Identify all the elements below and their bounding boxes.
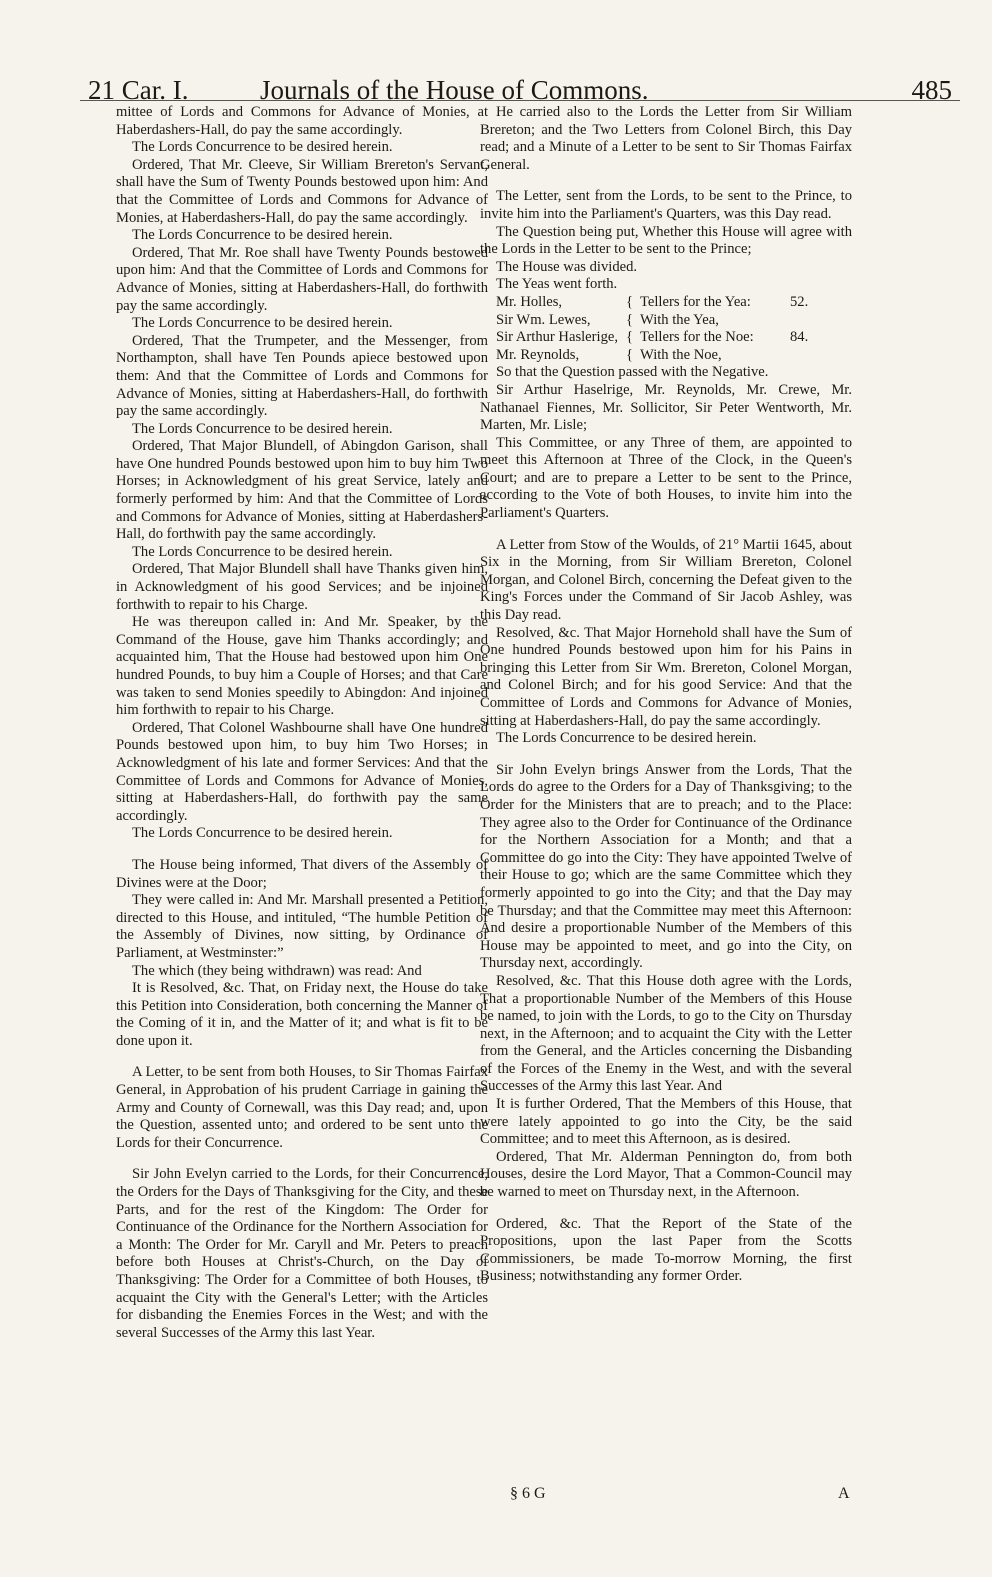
paragraph: Ordered, That Major Blundell, of Abingdon Garison, shall have One hundred Pounds bestowed upon him to buy him Two Horses; in Acknowledgment of his great Service, lately and formerly performed by him: And that the Committee of Lords and Commons for Advance of Monies, sitting at Haberdashers-Hall, do forthwith pay the same accordingly. (116, 438, 488, 543)
paragraph: Ordered, That Major Blundell shall have Thanks given him, in Acknowledgment of his good Services; and be injoined forthwith to repair to his Charge. (116, 561, 488, 613)
teller-row (496, 347, 852, 365)
paragraph: Sir John Evelyn brings Answer from the Lords, That the Lords do agree to the Orders for a Day of Thanksgiving; to the Order for the Ministers that are to preach; and to the Place: They agree also to the Order for Continuance of the Ordinance for the Northern Association for a Month; and that a Committee do go into the City: They have appointed Twelve of their House to go; which are the same Committee which they formerly appointed to go into the City; and that the Day may be Thursday; and that the Committee may meet this Afternoon: And desire a proportionable Number of the Members of this House may be appointed to meet, and go into the City, on Thursday next, accordingly. (480, 761, 852, 972)
paragraph: Ordered, That Colonel Washbourne shall have One hundred Pounds bestowed upon him, to buy him Two Horses; in Acknowledgment of his late and former Services: And that the Committee of Lords and Commons for Advance of Monies, sitting at Haberdashers-Hall, do forthwith pay the same accordingly. (116, 719, 488, 824)
brace: { (626, 329, 634, 346)
teller-name: Sir Arthur Haslerige, (496, 329, 618, 346)
teller-label: Tellers for the Noe: (640, 329, 754, 346)
vote-count (790, 347, 820, 365)
paragraph: The Letter, sent from the Lords, to be sent to the Prince, to invite him into the Parliament's Quarters, was this Day read. (480, 188, 852, 222)
paragraph: The Lords Concurrence to be desired herein. (132, 825, 393, 842)
teller-name: Mr. Holles, (496, 293, 563, 310)
paragraph: Sir Arthur Haselrige, Mr. Reynolds, Mr. Crewe, Mr. Nathanael Fiennes, Mr. Sollicitor, Sir Peter Wentworth, Mr. Marten, Mr. Lisle; (480, 381, 852, 434)
paragraph: He was thereupon called in: And Mr. Speaker, by the Command of the House, gave him Thanks accordingly; and acquainted him, That the House had bestowed upon him One hundred Pounds, to buy him a Couple of Horses; and that Care was taken to send Monies speedily to Abingdon: And injoined him forthwith to repair to his Charge. (116, 614, 488, 719)
paragraph: The House being informed, That divers of the Assembly of Divines were at the Door; (116, 856, 488, 891)
header-rule (80, 100, 960, 101)
paragraph: The which (they being withdrawn) was read: And (132, 962, 422, 979)
teller-label: With the Yea, (640, 311, 719, 328)
paragraph: It is further Ordered, That the Members of this House, that were lately appointed to go into the City, be the said Committee; and to meet this Afternoon, as is desired. (480, 1096, 852, 1148)
paragraph: The Lords Concurrence to be desired herein. (132, 139, 393, 156)
paragraph: A Letter, to be sent from both Houses, to Sir Thomas Fairfax General, in Approbation of his prudent Carriage in gaining the Army and County of Cornewall, was this Day read; and, upon the Question, assented unto; and ordered to be sent unto the Lords for their Concurrence. (116, 1064, 488, 1151)
vote-count (790, 312, 820, 330)
paragraph: A Letter from Stow of the Woulds, of 21° Martii 1645, about Six in the Morning, from Sir William Brereton, Colonel Morgan, and Colonel Birch, concerning the Defeat given to the King's Forces under the Command of Sir Jacob Ashley, was this Day read. (480, 536, 852, 624)
paragraph: Resolved, &c. That this House doth agree with the Lords, That a proportionable Number of the Members of this House be named, to join with the Lords, to go to the City on Thursday next, in the Afternoon; and to acquaint the City with the Letter from the General, and the Articles concerning the Disbanding of the Forces of the Enemy in the West, and with the several Successes of the Army this last Year. And (480, 972, 852, 1095)
paragraph: They were called in: And Mr. Marshall presented a Petition, directed to this House, and intituled, “The humble Petition of the Assembly of Divines, now sitting, by Ordinance of Parliament, at Westminster:” (116, 892, 488, 961)
page-header (88, 72, 952, 108)
teller-label: With the Noe, (640, 346, 722, 363)
paragraph: The House was divided. (496, 258, 638, 275)
paragraph: Ordered, That Mr. Cleeve, Sir William Brereton's Servant, shall have the Sum of Twenty Pounds bestowed upon him: And that the Committee of Lords and Commons for Advance of Monies, at Haberdashers-Hall, do pay the same accordingly. (116, 156, 488, 226)
vote-count: 52. (790, 293, 809, 310)
paragraph: The Lords Concurrence to be desired herein. (132, 420, 393, 437)
reign-label: 21 Car. I. (88, 75, 189, 105)
teller-row (496, 329, 852, 347)
paragraph: The Yeas went forth. (496, 276, 618, 293)
paragraph: The Question being put, Whether this House will agree with the Lords in the Letter to be sent to the Prince; (480, 223, 852, 258)
vote-count: 84. (790, 329, 809, 346)
right-column (480, 104, 852, 1286)
tellers-table (480, 294, 852, 364)
brace: { (626, 346, 634, 363)
paragraph: Ordered, That Mr. Roe shall have Twenty Pounds bestowed upon him: And that the Committee of Lords and Commons for Advance of Monies, sitting at Haberdashers-Hall, do forthwith pay the same accordingly. (116, 244, 488, 314)
teller-row (496, 312, 852, 330)
paragraph: Ordered, &c. That the Report of the State of the Propositions, upon the last Paper from the Scotts Commissioners, be made To-morrow Morning, the first Business; notwithstanding any former Order. (480, 1215, 852, 1285)
brace: { (626, 311, 634, 328)
paragraph: Ordered, That Mr. Alderman Pennington do, from both Houses, desire the Lord Mayor, That a Common-Council may be warned to meet on Thursday next, in the Afternoon. (480, 1148, 852, 1201)
paragraph: So that the Question passed with the Negative. (496, 364, 769, 381)
paragraph: The Lords Concurrence to be desired herein. (496, 730, 757, 747)
page-number: 485 (911, 75, 952, 105)
brace: { (626, 293, 634, 310)
paragraph: This Committee, or any Three of them, are appointed to meet this Afternoon at Three of the Clock, in the Queen's Court; and are to prepare a Letter to be sent to the Prince, according to the Vote of both Houses, to invite him into the Parliament's Quarters. (480, 434, 852, 522)
paragraph: Ordered, That the Trumpeter, and the Messenger, from Northampton, shall have Ten Pounds apiece bestowed upon them: And that the Committee of Lords and Commons for Advance of Monies, sitting at Haberdashers-Hall, do forthwith pay the same accordingly. (116, 332, 488, 420)
paragraph: The Lords Concurrence to be desired herein. (132, 227, 393, 244)
paragraph: mittee of Lords and Commons for Advance of Monies, at Haberdashers-Hall, do pay the same accordingly. (116, 104, 488, 138)
paragraph: Resolved, &c. That Major Hornehold shall have the Sum of One hundred Pounds bestowed upon him for his Pains in bringing this Letter from Sir Wm. Brereton, Colonel Morgan, and Colonel Birch; and for his good Service: And that the Committee of Lords and Commons for Advance of Monies, sitting at Haberdashers-Hall, do pay the same accordingly. (480, 624, 852, 729)
signature-mark: § 6 G (510, 1485, 546, 1502)
paragraph: The Lords Concurrence to be desired herein. (132, 315, 393, 332)
paragraph: The Lords Concurrence to be desired herein. (132, 543, 393, 560)
paragraph: He carried also to the Lords the Letter from Sir William Brereton; and the Two Letters from Colonel Birch, this Day read; and a Minute of a Letter to be sent to Sir Thomas Fairfax General. (480, 104, 852, 173)
catchword: A (838, 1485, 850, 1502)
teller-name: Mr. Reynolds, (496, 346, 580, 363)
teller-row (496, 294, 852, 312)
teller-label: Tellers for the Yea: (640, 293, 751, 310)
teller-name: Sir Wm. Lewes, (496, 311, 591, 328)
paragraph: It is Resolved, &c. That, on Friday next, the House do take this Petition into Consideration, both concerning the Manner of the Coming of it in, and the Matter of it; and what is fit to be done upon it. (116, 980, 488, 1049)
paragraph: Sir John Evelyn carried to the Lords, for their Concurrence, the Orders for the Days of Thanksgiving for the City, and these Parts, and for the rest of the Kingdom: The Order for Continuance of the Ordinance for the Northern Association for a Month: The Order for Mr. Caryll and Mr. Peters to preach before both Houses at Christ's-Church, on the Day of Thanksgiving: The Order for a Committee of both Houses, to acquaint the City with the General's Letter; with the Articles for disbanding the Enemies Forces in the West; and with the several Successes of the Army this last Year. (116, 1166, 488, 1341)
journal-title: Journals of the House of Commons. (260, 75, 649, 105)
left-column (116, 104, 488, 1342)
